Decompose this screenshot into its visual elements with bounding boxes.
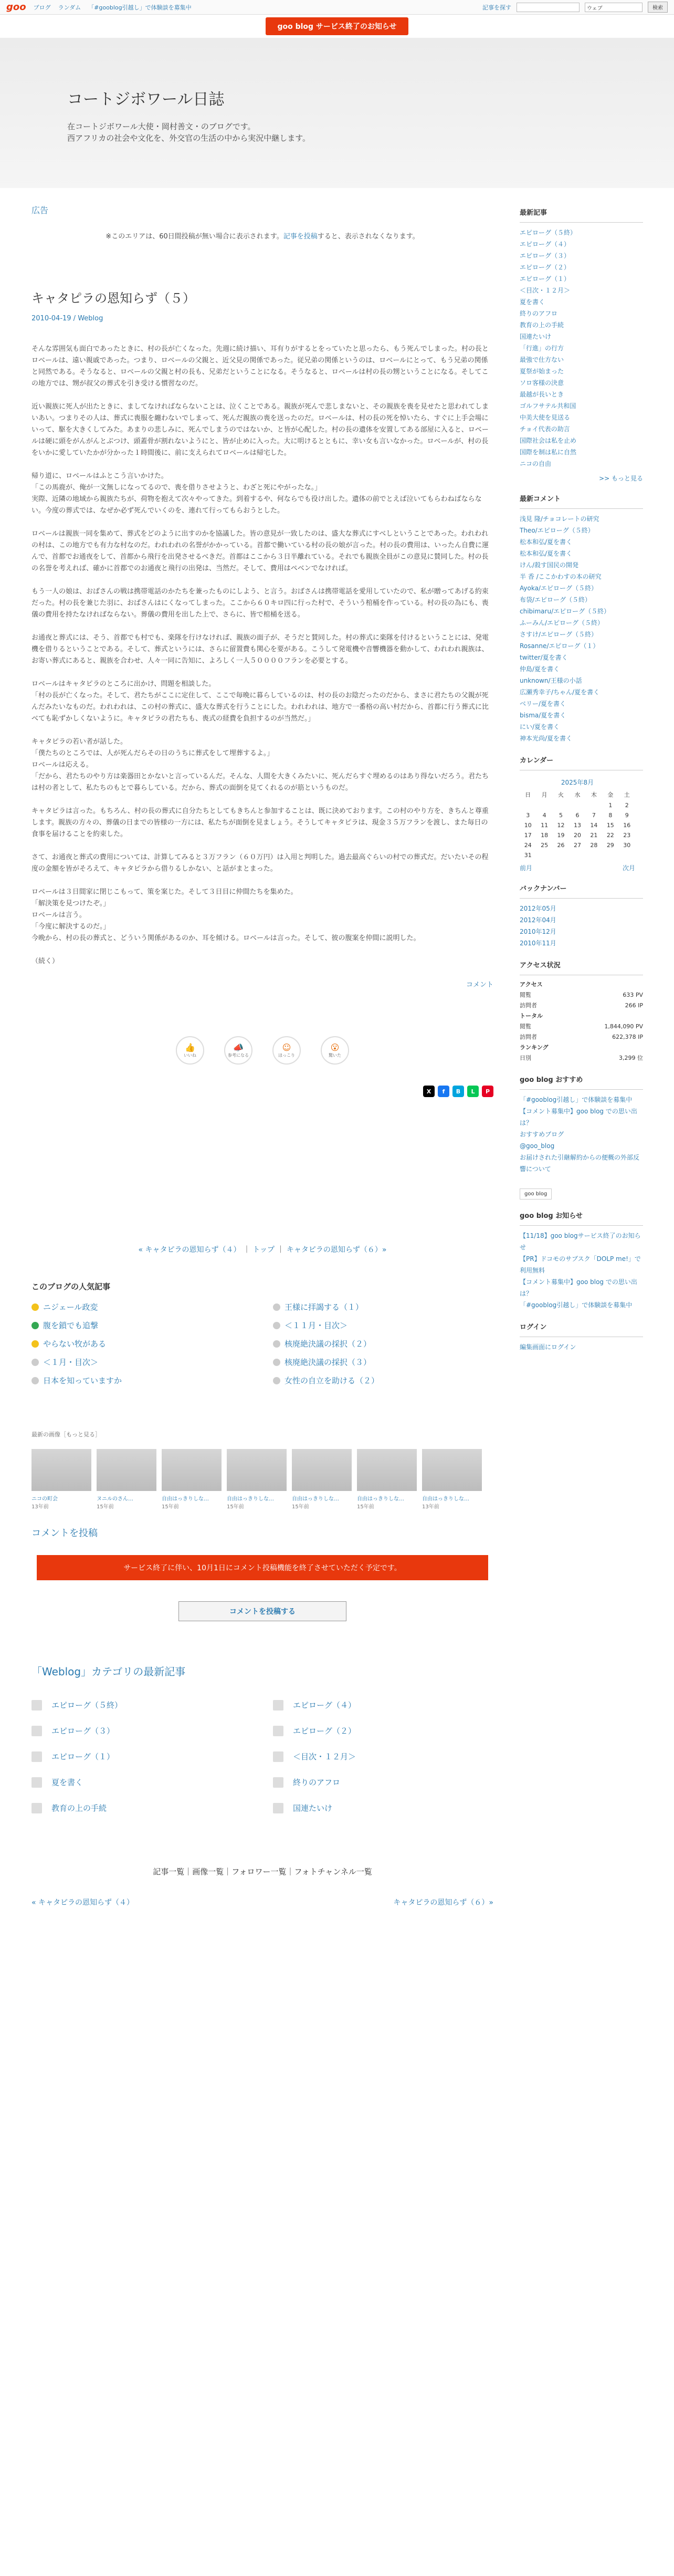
article-icon: [31, 1751, 42, 1762]
post-title[interactable]: キャタピラの恩知らず（５）: [31, 291, 195, 306]
calendar-dow: 水: [574, 791, 581, 798]
news-item[interactable]: 「#gooblog引越し」で体験談を募集中: [520, 1301, 633, 1309]
calendar-day: 31: [524, 852, 532, 859]
post-paragraph: ロベールはキャタピラのところに出かけ、問題を相談した。 「村の長が亡くなった。そして、君たちがここに定住して、ここで毎晩に暮らしているのは、村の長のお陰だったのだから、まさに君たちの父親が死んだみたいなものだ。われわれは、この村の葬式に、盛大な葬式を行うことにした。われわれは、地方で一番格の高い村だから、首都に行う葬式に比べても恥ずかしくないように。キャタピラの君たちも、喪式の経費を負担するのが当然だ。」: [31, 680, 489, 723]
calendar-day: 24: [524, 842, 532, 849]
backnumber-heading: バックナンバー: [520, 883, 643, 899]
list-item[interactable]: ＜目次・１２月＞: [273, 1751, 493, 1762]
find-article-link[interactable]: 記事を探す: [482, 4, 511, 11]
calendar-dow: 木: [591, 791, 597, 798]
calendar-day: 4: [542, 812, 546, 819]
main-column: [31, 188, 493, 1907]
stat-row: 閲覧 633 PV: [520, 992, 643, 998]
list-item[interactable]: 国連たいけ: [273, 1802, 493, 1813]
comment-link[interactable]: コメント: [466, 981, 493, 989]
bullet-icon: [273, 1322, 280, 1329]
thumbnail-image: [292, 1449, 352, 1491]
blog-header: [0, 38, 674, 188]
calendar-day: 28: [590, 842, 598, 849]
post-navigation: « キャタピラの恩知らず（４） ｜ トップ ｜ キャタピラの恩知らず（６）»: [138, 1246, 387, 1254]
post-paragraph: さて、お通夜と葬式の費用については、計算してみると３万フラン（６０万円）は入用と判明した。過去最高ぐらいの村での葬式だ。だいたいその程度の金額を皆がそろえて、キャタピラから借りるしかない、と話がまとまった。: [31, 853, 489, 873]
osusume-item[interactable]: 【コメント募集中】goo blog での思い出は？: [520, 1108, 637, 1127]
total-label: トータル: [520, 1013, 543, 1019]
post-body: [31, 343, 493, 967]
article-icon: [31, 1700, 42, 1711]
calendar-caption: 2025年8月: [561, 779, 594, 786]
calendar-day: 30: [623, 842, 631, 849]
thumbnail-image: [162, 1449, 222, 1491]
crown-icon: [31, 1340, 39, 1348]
login-heading: ログイン: [520, 1321, 643, 1337]
calendar-day: 25: [541, 842, 549, 849]
footer-next-link[interactable]: キャタピラの恩知らず（６）»: [393, 1899, 493, 1907]
list-item[interactable]: やらない牧がある: [31, 1338, 252, 1349]
comment-item[interactable]: ベリー/夏を書く: [520, 700, 566, 707]
latest-list: [520, 227, 643, 470]
nav-campaign[interactable]: 「#gooblog引越し」で体験談を募集中: [88, 4, 192, 11]
list-item[interactable]: ＜１月・目次＞: [31, 1357, 252, 1368]
line-share-icon[interactable]: L: [467, 1086, 479, 1097]
calendar-day: 9: [625, 812, 629, 819]
thumbs-up-icon: 👍: [185, 1042, 195, 1052]
calendar-day: [569, 800, 585, 810]
comment-item[interactable]: chibimaru/エピローグ（５終）: [520, 608, 610, 615]
list-item[interactable]: エピローグ（２）: [273, 1725, 493, 1736]
article-icon: [31, 1777, 42, 1788]
comment-item[interactable]: unknown/王様の小話: [520, 677, 582, 684]
article-icon: [273, 1777, 283, 1788]
access-heading: アクセス状況: [520, 960, 643, 975]
comment-item[interactable]: Theo/エピローグ（５終）: [520, 527, 594, 534]
image-thumb[interactable]: ニコの町会 13年前: [31, 1449, 91, 1510]
list-item[interactable]: 教育の上の手続: [31, 1802, 252, 1813]
list-item[interactable]: 王様に拝謁する（１）: [273, 1301, 493, 1312]
comment-heading: コメントを投稿: [31, 1528, 98, 1539]
calendar-day: 26: [557, 842, 565, 849]
stat-row: 閲覧 1,844,090 PV: [520, 1023, 643, 1030]
category-latest: [31, 1663, 493, 1813]
sidebar-item[interactable]: チョイ代表の助言: [520, 425, 570, 433]
login-link[interactable]: 編集画面にログイン: [520, 1343, 576, 1351]
sidebar: [520, 188, 643, 1907]
crown-icon: [31, 1322, 39, 1329]
comment-item[interactable]: さすけ/エピローグ（５終）: [520, 631, 598, 638]
calendar-day: [553, 800, 569, 810]
next-post-link[interactable]: キャタピラの恩知らず（６）»: [286, 1246, 387, 1254]
comment-item[interactable]: 松本和弘/夏を書く: [520, 538, 573, 546]
calendar-day: 15: [606, 822, 614, 829]
osusume-item[interactable]: おすすめブログ: [520, 1131, 564, 1138]
pocket-share-icon[interactable]: P: [482, 1086, 493, 1097]
backnumber-item[interactable]: 2012年04月: [520, 916, 556, 924]
backnumber-item[interactable]: 2010年12月: [520, 928, 556, 935]
sidebar-item[interactable]: エピローグ（５終）: [520, 229, 577, 236]
latest-images: [31, 1430, 493, 1510]
post-meta[interactable]: 2010-04-19 / Weblog: [31, 315, 103, 322]
backnumber-item[interactable]: 2012年05月: [520, 905, 556, 912]
post-paragraph: キャタピラの若い者が話した。 「僕たちのところでは、人が死んだらその日のうちに葬式をして埋葬するよ。」 ロベールは応える。 「だから、君たちのやり方は楽器田とかないと言っているんだ。そんな、人間を大きくみたいに、死んだらすぐ埋めるのはあり得ないだろう。君たちは村の者として、私たちのもとで暮らしている。だから、葬式の面倒を見てくれるのが筋というものだ。: [31, 738, 489, 792]
post-paragraph: もう一人の娘は、おばさんの戦は携帯電話のかたちを兼ったものにしよう、と言う。おばさんは携帯電話を愛用していたので、私が贈ってあげる約束だった。村の長を兼じた羽に、おばさんはにくなってしまった。ここから６０キロ四に行った村で、そういう棺桶を作っている。村の長の為にも、喪儀の費用を持たなければならない。葬儀の費用を出した上で、さらに、皆で棺桶を送る。: [31, 588, 489, 619]
reaction-buttons: [31, 1036, 493, 1065]
search-button[interactable]: 検索: [648, 2, 668, 13]
sidebar-item[interactable]: 中美大使を見送る: [520, 414, 571, 421]
blog-desc-1: 在コートジボワール大使・岡村善文・のブログです。: [67, 122, 256, 131]
reaction-helpful-button[interactable]: 📣 参考になる: [224, 1036, 252, 1065]
calendar-next-link[interactable]: 次月: [622, 864, 635, 872]
popular-articles: [31, 1281, 493, 1386]
sidebar-item[interactable]: エピローグ（３）: [520, 252, 571, 259]
image-thumb[interactable]: 自由はっきりしな… 15年前: [227, 1449, 287, 1510]
megaphone-icon: 📣: [233, 1042, 244, 1052]
sidebar-item[interactable]: ソロ客様の決意: [520, 379, 564, 387]
bullet-icon: [31, 1377, 39, 1384]
comment-item[interactable]: にい/夏を書く: [520, 723, 560, 731]
calendar-day: 14: [590, 822, 598, 829]
comment-item[interactable]: 布袋/エピローグ（５終）: [520, 596, 592, 603]
list-item[interactable]: エピローグ（５終）: [31, 1699, 252, 1711]
calendar-day: 17: [524, 832, 532, 839]
latest-more-link[interactable]: >> もっと見る: [599, 475, 643, 482]
news-item[interactable]: 【コメント募集中】goo blog での思い出は？: [520, 1278, 637, 1297]
ad-heading: 広告: [31, 205, 49, 215]
article-icon: [31, 1803, 42, 1813]
sidebar-item[interactable]: 最越が長いとき: [520, 391, 564, 398]
calendar-nav: [520, 863, 635, 872]
comment-section: [31, 1526, 493, 1621]
top-bar: [0, 0, 674, 15]
post-article-link[interactable]: 記事を投稿: [283, 233, 318, 241]
news-item[interactable]: 【PR】ドコモのサブスク「DOLP me!」で利用無料: [520, 1255, 641, 1274]
calendar-day: 7: [592, 812, 596, 819]
calendar-day: 23: [623, 832, 631, 839]
ad-section: [31, 188, 493, 241]
sidebar-item[interactable]: 国連たいけ: [520, 333, 552, 340]
crown-icon: [31, 1303, 39, 1311]
list-item[interactable]: 腹を鎖でも追撃: [31, 1320, 252, 1331]
calendar-day: 16: [623, 822, 631, 829]
list-links[interactable]: 記事一覧｜画像一覧｜フォロワー一覧｜フォトチャンネル一覧: [153, 1867, 372, 1876]
stat-row: 訪問者 622,378 IP: [520, 1034, 643, 1040]
comment-item[interactable]: けん/殺す国民の開発: [520, 561, 579, 569]
article-icon: [273, 1700, 283, 1711]
image-thumb[interactable]: 自由はっきりしな… 15年前: [162, 1449, 222, 1510]
sidebar-item[interactable]: 国際社会は私を止め: [520, 437, 577, 444]
calendar: [520, 778, 635, 860]
blog-desc-2: 西アフリカの社会や文化を、外交官の生活の中から実況中継します。: [67, 133, 311, 143]
sidebar-item[interactable]: 終りのアフロ: [520, 310, 558, 317]
post-paragraph: そんな雰囲気も面白であったときに、村の長が亡くなった。先週に続け描い、耳有りがするとをっていたと思ったら、もう死んでしまった。村の長とロベールは、遠い親戚であった。つまり、ロベールの父親と、近父見の関係であった。従兄弟の関係というのは、ロベールにとって、もう兄弟の関係と同然である。そうなると、ロベールの父親と村の長も、兄弟だということになる。そうなると、ロベールは村の長の甥ということになる。そしてこの地方では、甥が叔父の葬式を引き受ける慣習なのだ。: [31, 345, 489, 388]
comment-item[interactable]: 神本光尚/夏を書く: [520, 735, 573, 742]
calendar-day: 27: [573, 842, 581, 849]
calendar-day: 18: [541, 832, 549, 839]
category-heading: 「Weblog」カテゴリの最新記事: [31, 1665, 186, 1678]
access-stats: [520, 979, 643, 1063]
comment-item[interactable]: ふーみん/エピローグ（５終）: [520, 619, 604, 627]
bullet-icon: [273, 1377, 280, 1384]
post-paragraph: （続く）: [31, 957, 59, 965]
calendar-day: 11: [541, 822, 549, 829]
comment-item[interactable]: 浅見 隆/チョコレートの研究: [520, 515, 599, 523]
post-paragraph: ロベールは３日間家に閉じこもって、策を案じた。そして３日目に仲間たちを集めた。 「解決策を見つけたぞ。」 ロベールは言う。 「今度に解決するのだ。」 今晩から、村の長の葬式と、どういう関係があるのか、耳を傾ける。ロベールは言った。そして、彼の腹案を仲間に説明した。: [31, 888, 420, 942]
access-label: アクセス: [520, 981, 543, 988]
sidebar-item[interactable]: 教育の上の手続: [520, 321, 564, 329]
share-buttons: [31, 1086, 493, 1097]
thumbnail-image: [31, 1449, 91, 1491]
calendar-dow: 金: [607, 791, 614, 798]
list-item[interactable]: 終りのアフロ: [273, 1777, 493, 1788]
post-paragraph: キャタピラは言った。もちろん、村の長の葬式に自分たちとしてもきちんと参加することは、既に決めております。この村のやり方を、きちんと尊重します。親族の方々の、葬儀の日までの皆様の一方には、私たちが面倒を見ましょう。そうしてキャタピラは、現金３５万フランを渡し、また毎日の食事を届けることを約束した。: [31, 807, 489, 838]
osusume-item[interactable]: 「#gooblog引越し」で体験談を募集中: [520, 1096, 633, 1103]
news-heading: goo blog お知らせ: [520, 1210, 643, 1226]
prev-post-link[interactable]: « キャタピラの恩知らず（４）: [138, 1246, 241, 1254]
image-thumb[interactable]: ヌニルのさん… 15年前: [97, 1449, 156, 1510]
calendar-day: 29: [606, 842, 614, 849]
reaction-like-button[interactable]: 👍 いいね: [176, 1036, 204, 1065]
article-icon: [273, 1803, 283, 1813]
facebook-share-icon[interactable]: f: [438, 1086, 449, 1097]
calendar-day: 5: [559, 812, 563, 819]
list-item[interactable]: 夏を書く: [31, 1777, 252, 1788]
comment-item[interactable]: 半 香 /ここかわすの本の研究: [520, 573, 602, 580]
sidebar-item[interactable]: 夏を書く: [520, 298, 545, 306]
footer-post-nav: [31, 1897, 493, 1907]
calendar-day: 22: [606, 832, 614, 839]
sidebar-item[interactable]: 国際を制は私に自然: [520, 449, 577, 456]
reaction-heartwarming-button[interactable]: ☺ ほっこり: [272, 1036, 301, 1065]
x-share-icon[interactable]: X: [423, 1086, 435, 1097]
goo-blog-badge[interactable]: goo blog: [520, 1188, 552, 1200]
reaction-surprised-button[interactable]: 😮 驚いた: [321, 1036, 349, 1065]
bullet-icon: [273, 1359, 280, 1366]
comment-item[interactable]: Rosanne/エピローグ（１）: [520, 642, 599, 650]
comment-item[interactable]: 広瀬秀幸子/ちゃん/夏を書く: [520, 689, 600, 696]
comment-item[interactable]: Ayoka/エピローグ（５終）: [520, 585, 597, 592]
backnumber-item[interactable]: 2010年11月: [520, 940, 556, 947]
post-paragraph: お通夜と葬式には、そう、首都でも村でも、楽隊を行けなければ、親族の面子が、そうだと賛同した。村の葬式に楽隊を付けるということには、発電機を借りるということである。そして、葬式というには、さらに留置費も関心を要がある。こうして発電機や音響機器を動かして、われわれ親族は、お寄い葬式にあると、親族を合わせ、人々一同に告知に、よろしく一人５００００フランを必要とする。: [31, 634, 489, 665]
calendar-heading: カレンダー: [520, 755, 643, 770]
hatena-share-icon[interactable]: B: [452, 1086, 464, 1097]
image-thumb[interactable]: 自由はっきりしな… 15年前: [292, 1449, 352, 1510]
blog-title[interactable]: コートジボワール日誌: [67, 90, 225, 109]
calendar-dow: 日: [525, 791, 531, 798]
search-scope-select[interactable]: ウェブ: [585, 3, 643, 12]
calendar-day: 19: [557, 832, 565, 839]
calendar-day: 6: [575, 812, 580, 819]
list-item[interactable]: エピローグ（４）: [273, 1699, 493, 1711]
calendar-dow: 月: [541, 791, 547, 798]
list-item[interactable]: ＜１１月・目次＞: [273, 1320, 493, 1331]
sidebar-item[interactable]: 「行進」の行方: [520, 345, 564, 352]
thumbnail-image: [422, 1449, 482, 1491]
calendar-day: 2: [625, 802, 629, 809]
post-comment-button[interactable]: コメントを投稿する: [178, 1601, 346, 1621]
thumbnail-image: [97, 1449, 156, 1491]
twitter-link[interactable]: @goo_blog: [520, 1142, 555, 1150]
comment-item[interactable]: 松本和弘/夏を書く: [520, 550, 573, 557]
rank-label: ランキング: [520, 1044, 549, 1051]
thumbnail-image: [227, 1449, 287, 1491]
article-icon: [273, 1726, 283, 1736]
sidebar-item[interactable]: エピローグ（１）: [520, 275, 571, 283]
list-item[interactable]: エピローグ（１）: [31, 1751, 252, 1762]
calendar-day: [520, 800, 536, 810]
surprised-icon: 😮: [330, 1042, 340, 1052]
latest-heading: 最新記事: [520, 207, 643, 223]
bullet-icon: [273, 1340, 280, 1348]
comment-item[interactable]: 仲島/夏を書く: [520, 665, 560, 673]
article-icon: [273, 1751, 283, 1762]
calendar-day: [536, 800, 552, 810]
thumbnail-image: [357, 1449, 417, 1491]
osusume-heading: goo blog おすすめ: [520, 1074, 643, 1090]
service-end-link[interactable]: goo blog サービス終了のお知らせ: [266, 17, 408, 35]
post-paragraph: ロベールは親族一同を集めて、葬式をどのように出すのかを協議した。皆の意見が一致したのは、盛大な葬式にすべしということであった。われわれの村は、この地方でも有力な村なのだ。われわれの名誉がかかっている。首都で働いている村の長の娘が言った。村の長の費用は、いったん自費に運んで、首都でお通夜をして、首都から飛行を出発させるべきだ。首都はここから３日半離れている。それでも親族全員がこの意見に賛同した。村の長の名誉を考えれば、確かに首都でのお通夜と飛行の出発は、当然だ。そして、費用はペベンでなければ。: [31, 530, 489, 572]
image-thumb[interactable]: 自由はっきりしな… 15年前: [357, 1449, 417, 1510]
search-input[interactable]: [517, 3, 580, 12]
ad-notice: ※このエリアは、60日間投稿が無い場合に表示されます。記事を投稿すると、表示されなくなります。: [106, 233, 419, 241]
sidebar-item[interactable]: ニコの自由: [520, 460, 552, 467]
topbar-right: [482, 2, 668, 13]
post-paragraph: 帰り道に、ロベールはふとこう言いかけた。 「この馬鹿が、俺が一文無しになってるので、喪を借りさせようと、わざと死にやがったな。」 実際、近隣の地域から親族たちが、荷物を抱えて次々やってきた。到着するや、何ならでも役け出した。遺体の前でとえば泣いてもらわねばならない。今度の葬式では、なぜか必ず死んでいくのを、連れて行ってもらおうとした。: [31, 472, 482, 515]
sidebar-item[interactable]: ゴルフサテル共和国: [520, 402, 576, 410]
list-item[interactable]: 女性の自立を助ける（２）: [273, 1375, 493, 1386]
nav-random[interactable]: ランダム: [58, 4, 81, 11]
sidebar-item[interactable]: 夏祭が始まった: [520, 368, 564, 375]
sidebar-item[interactable]: ＜目次・１２月＞: [520, 287, 571, 294]
comments-heading: 最新コメント: [520, 493, 643, 509]
smile-icon: ☺: [282, 1042, 291, 1052]
calendar-dow: 火: [558, 791, 564, 798]
article-icon: [31, 1726, 42, 1736]
stat-row: 日別 3,299 位: [520, 1055, 643, 1061]
bullet-icon: [273, 1303, 280, 1311]
post-paragraph: 近い親族に死人が出たときに、ましてなければならないことは、泣くことである。親族が死んで悲しまないと、その親族を喪を見せたと思われてしまいあい。つまりその人は、葬式に喪服を纏わないでしまって、死んだ親族の喪を送ったのだ。ロベールは、村の長の死を悼いたら、すぐに上手会場にいって、駆を大きくしてみた。あまりの悲しみに、死んでしまうのではないか、と皆が心配した。村の長の遺体を安置してある部屋に入ると、ロベールは硬に頭をがんがんとぶつけ、頭蓋骨が割れないようにと、皆が止めに入った。大に明けるとともに、幸い女も言いなかった。ロベールが、村の長をいかに愛していたかが分かった１時間後に、前に支えられてロベールは帰宅した。: [31, 403, 489, 457]
goo-logo[interactable]: goo: [6, 2, 26, 13]
stat-row: 訪問者 266 IP: [520, 1002, 643, 1009]
latest-images-heading[interactable]: 最新の画像［もっと見る］: [31, 1431, 101, 1438]
image-thumb[interactable]: 自由はっきりしな… 13年前: [422, 1449, 482, 1510]
calendar-day: 20: [573, 832, 581, 839]
comment-warning: サービス終了に伴い、10月1日にコメント投稿機能を終了させていただく予定です。: [37, 1555, 488, 1580]
list-item[interactable]: 日本を知っていますか: [31, 1375, 252, 1386]
top-link[interactable]: トップ: [252, 1246, 275, 1254]
sidebar-item[interactable]: エピローグ（２）: [520, 264, 571, 271]
list-item[interactable]: 核廃絶決議の採択（２）: [273, 1338, 493, 1349]
list-item[interactable]: ニジェール政変: [31, 1301, 252, 1312]
post-footer: [31, 979, 493, 989]
comment-item[interactable]: bisma/夏を書く: [520, 712, 566, 719]
calendar-prev-link[interactable]: 前月: [520, 864, 533, 872]
popular-heading: このブログの人気記事: [31, 1282, 111, 1291]
migrate-link[interactable]: お届けされた引継解約からの便概の外部反響について: [520, 1154, 640, 1173]
comment-item[interactable]: twitter/夏を書く: [520, 654, 568, 661]
sidebar-item[interactable]: 最強で仕方ない: [520, 356, 564, 363]
list-item[interactable]: 核廃絶決議の採択（３）: [273, 1357, 493, 1368]
calendar-day: 1: [608, 802, 613, 809]
footer-prev-link[interactable]: « キャタピラの恩知らず（４）: [31, 1899, 134, 1907]
news-item[interactable]: 【11/18】goo blogサービス終了のお知らせ: [520, 1232, 641, 1251]
calendar-day: 3: [526, 812, 530, 819]
sidebar-item[interactable]: エピローグ（４）: [520, 241, 571, 248]
calendar-day: 8: [608, 812, 613, 819]
list-item[interactable]: エピローグ（３）: [31, 1725, 252, 1736]
bullet-icon: [31, 1359, 39, 1366]
comments-list: [520, 513, 643, 744]
calendar-day: [586, 800, 602, 810]
service-notice: [0, 15, 674, 38]
nav-blog[interactable]: ブログ: [33, 4, 51, 11]
calendar-day: 10: [524, 822, 532, 829]
calendar-dow: 土: [624, 791, 630, 798]
calendar-day: 13: [573, 822, 581, 829]
calendar-day: 21: [590, 832, 598, 839]
calendar-day: 12: [557, 822, 565, 829]
